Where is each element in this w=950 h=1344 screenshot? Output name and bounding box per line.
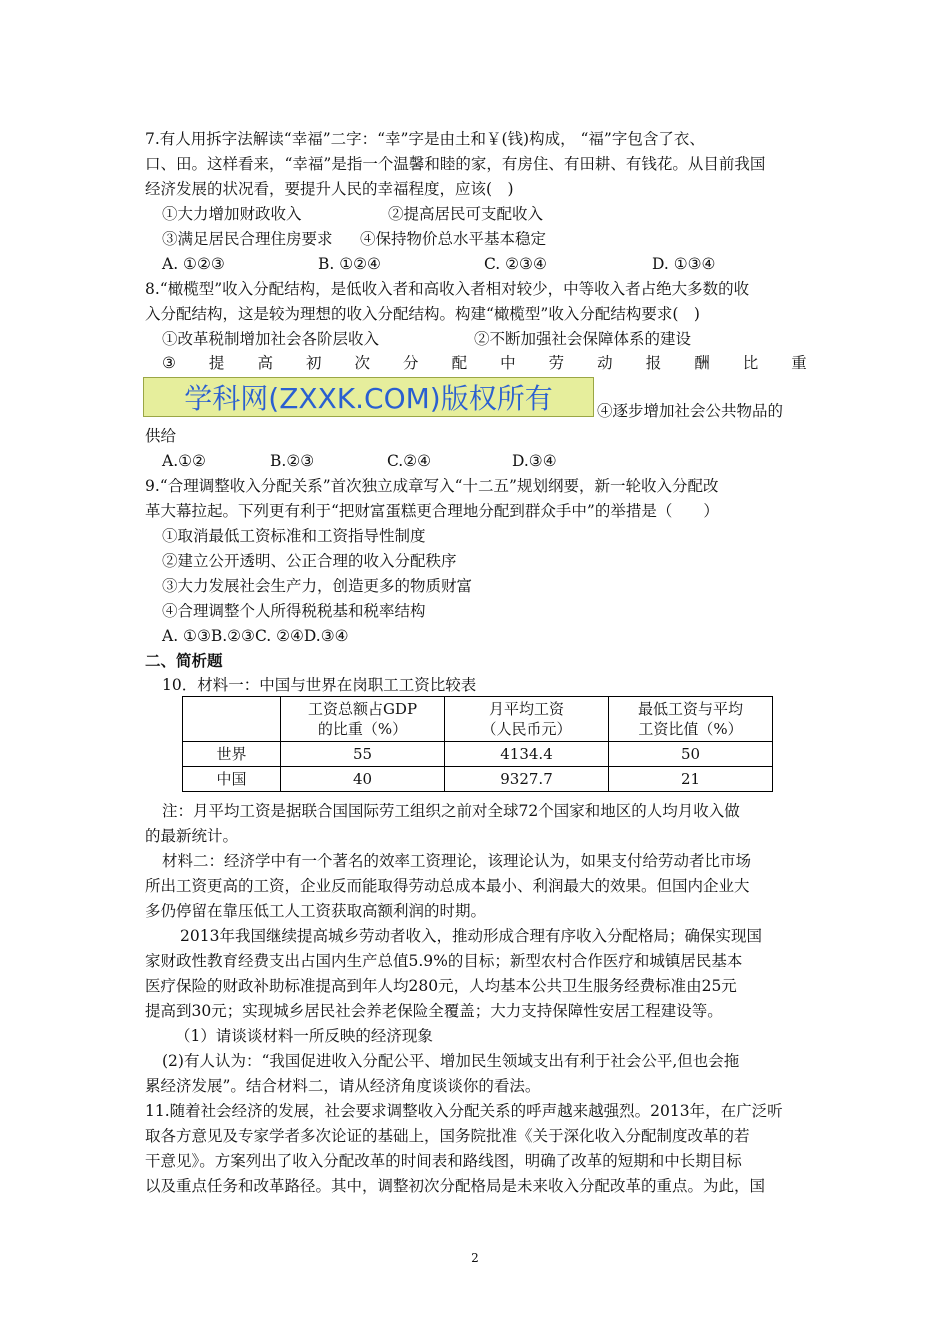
q7-option-1: ①大力增加财政收入	[162, 205, 302, 223]
q8-option-3-char: 高	[257, 354, 273, 372]
q8-option-3	[162, 353, 807, 373]
q8-option-3-char: 比	[742, 354, 759, 372]
table-cell: 4134.4	[445, 742, 609, 767]
q8-option-4: ④逐步增加社会公共物品的	[597, 402, 784, 420]
header-text: 的比重（%）	[317, 720, 408, 738]
q7-stem-line-2: 口、田。这样看来，“幸福”是指一个温馨和睦的家，有房住、有田耕、有钱花。从目前我国	[145, 155, 766, 173]
table-cell: 中国	[183, 767, 281, 792]
q8-answer-d: D.③④	[512, 452, 557, 470]
q8-option-2: ②不断加强社会保障体系的建设	[474, 330, 692, 348]
table-cell: 世界	[183, 742, 281, 767]
q8-option-4-continued: 供给	[145, 427, 177, 445]
q8-stem-line-1: 8.“橄榄型”收入分配结构，是低收入者和高收入者相对较少，中等收入者占绝大多数的收	[145, 280, 750, 298]
q8-option-3-char: 酬	[694, 354, 710, 372]
q8-option-3-char: 分	[403, 354, 419, 372]
table-header-cell	[183, 697, 281, 742]
q8-option-1: ①改革税制增加社会各阶层收入	[162, 330, 380, 348]
q7-answer-d: D. ①③④	[652, 255, 716, 273]
q8-option-3-char: 提	[208, 354, 225, 372]
q9-option-4: ④合理调整个人所得税税基和税率结构	[162, 602, 426, 620]
table-row	[183, 742, 773, 767]
q8-answer-a: A.①②	[162, 452, 206, 470]
watermark-banner	[143, 377, 594, 417]
q8-option-3-char: ③	[162, 354, 176, 372]
header-text: 月平均工资	[488, 700, 564, 718]
q7-option-2: ②提高居民可支配收入	[388, 205, 544, 223]
q7-answer-c: C. ②③④	[484, 255, 547, 273]
page-number: 2	[471, 1251, 479, 1265]
q10-material1-title: 10．材料一：中国与世界在岗职工工资比较表	[162, 676, 477, 694]
table-header-cell	[609, 697, 773, 742]
q7-answer-b: B. ①②④	[318, 255, 381, 273]
q8-option-3-char: 动	[597, 354, 613, 372]
header-text: 工资比值（%）	[638, 720, 743, 738]
q11-stem-line-2: 取各方意见及专家学者多次论证的基础上，国务院批准《关于深化收入分配制度改革的若	[145, 1127, 750, 1145]
table-cell: 55	[281, 742, 445, 767]
table-cell: 40	[281, 767, 445, 792]
q11-stem-line-1: 11.随着社会经济的发展，社会要求调整收入分配关系的呼声越来越强烈。2013年，在广泛听	[145, 1102, 783, 1120]
q10-material2-line-4: 2013年我国继续提高城乡劳动者收入，推动形成合理有序收入分配格局；确保实现国	[180, 927, 762, 945]
q11-stem-line-3: 干意见》。方案列出了收入分配改革的时间表和路线图，明确了改革的短期和中长期目标	[145, 1152, 742, 1170]
header-text: 最低工资与平均	[637, 700, 743, 718]
q10-material2-line-2: 所出工资更高的工资，企业反而能取得劳动总成本最小、利润最大的效果。但国内企业大	[145, 877, 750, 895]
q8-option-3-char: 次	[354, 354, 371, 372]
q8-option-3-char: 报	[645, 354, 662, 372]
q10-material2-line-6: 医疗保险的财政补助标准提高到年人均280元，人均基本公共卫生服务经费标准由25元	[145, 977, 737, 995]
header-text: （人民币元）	[481, 720, 572, 738]
table-cell: 50	[609, 742, 773, 767]
q7-stem-line-3: 经济发展的状况看，要提升人民的幸福程度，应该( )	[145, 180, 514, 198]
q8-answer-c: C.②④	[387, 452, 432, 470]
q8-option-3-char: 中	[500, 354, 516, 372]
table-header-cell	[281, 697, 445, 742]
q10-material2-line-5: 家财政性教育经费支出占国内生产总值5.9%的目标；新型农村合作医疗和城镇居民基本	[145, 952, 743, 970]
q9-stem-line-2: 革大幕拉起。下列更有利于“把财富蛋糕更合理地分配到群众手中”的举措是（ ）	[145, 502, 719, 520]
table-header-cell	[445, 697, 609, 742]
q9-option-3: ③大力发展社会生产力，创造更多的物质财富	[162, 577, 473, 595]
q8-option-3-char: 初	[305, 354, 322, 372]
q8-answer-b: B.②③	[270, 452, 315, 470]
q10-material2-line-7: 提高到30元；实现城乡居民社会养老保险全覆盖；大力支持保障性安居工程建设等。	[145, 1002, 723, 1020]
q7-option-3: ③满足居民合理住房要求	[162, 230, 333, 248]
section-heading: 二、简析题	[145, 652, 223, 670]
q10-note-line-1: 注：月平均工资是据联合国国际劳工组织之前对全球72个国家和地区的人均月收入做	[162, 802, 740, 820]
q11-stem-line-4: 以及重点任务和改革路径。其中，调整初次分配格局是未来收入分配改革的重点。为此，国	[145, 1177, 766, 1195]
watermark-text: 学科网(ZXXK.COM)版权所有	[184, 382, 553, 415]
q9-option-2: ②建立公开透明、公正合理的收入分配秩序	[162, 552, 457, 570]
q8-option-3-char: 劳	[548, 354, 565, 372]
q9-stem-line-1: 9.“合理调整收入分配关系”首次独立成章写入“十二五”规划纲要，新一轮收入分配改	[145, 477, 719, 495]
header-text: 工资总额占GDP	[307, 700, 418, 718]
q9-answers: A. ①③B.②③C. ②④D.③④	[162, 627, 349, 645]
q10-material2-line-3: 多仍停留在靠压低工人工资获取高额利润的时期。	[145, 902, 487, 920]
q8-option-3-char: 重	[791, 354, 807, 372]
q10-material2-line-1: 材料二：经济学中有一个著名的效率工资理论，该理论认为，如果支付给劳动者比市场	[162, 852, 752, 870]
q10-subquestion-2-line-1: (2)有人认为：“我国促进收入分配公平、增加民生领域支出有利于社会公平,但也会拖	[162, 1052, 740, 1070]
q9-option-1: ①取消最低工资标准和工资指导性制度	[162, 527, 426, 545]
table-row	[183, 767, 773, 792]
q8-stem-line-2: 入分配结构，这是较为理想的收入分配结构。构建“橄榄型”收入分配结构要求( )	[145, 305, 700, 323]
wage-comparison-table	[182, 696, 773, 792]
q10-subquestion-2-line-2: 累经济发展”。结合材料二，请从经济角度谈谈你的看法。	[145, 1077, 541, 1095]
q10-note-line-2: 的最新统计。	[145, 827, 239, 845]
q7-stem-line-1: 7.有人用拆字法解读“幸福”二字：“幸”字是由土和￥(钱)构成， “福”字包含了衣、	[145, 130, 705, 148]
table-cell: 21	[609, 767, 773, 792]
table-cell: 9327.7	[445, 767, 609, 792]
q10-subquestion-1: （1）请谈谈材料一所反映的经济现象	[175, 1027, 433, 1045]
q7-option-4: ④保持物价总水平基本稳定	[360, 230, 547, 248]
q8-option-3-char: 配	[451, 354, 468, 372]
table-header-row	[183, 697, 773, 742]
q7-answer-a: A. ①②③	[162, 255, 225, 273]
